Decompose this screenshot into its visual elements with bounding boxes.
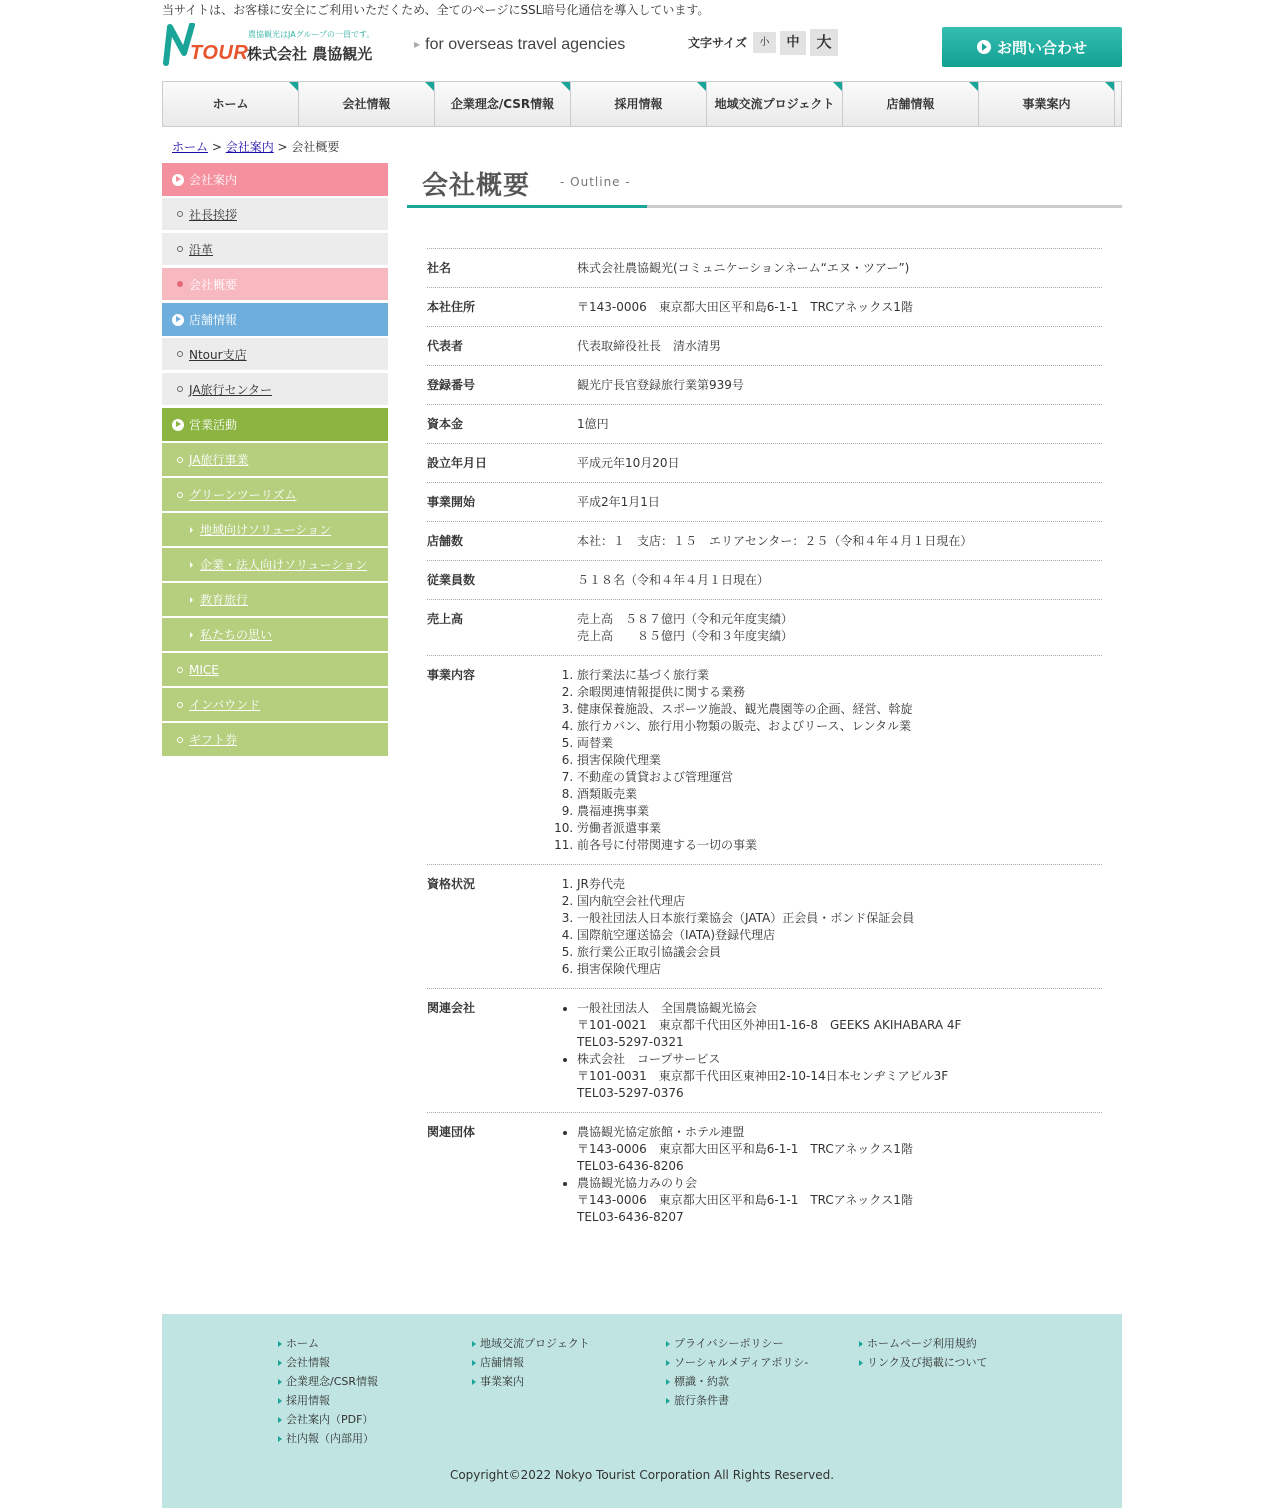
- sidebar-item-our-thoughts[interactable]: [162, 618, 388, 651]
- footer-link-label: ホームページ利用規約: [867, 1337, 977, 1350]
- table-row: [427, 600, 1102, 656]
- footer-link-label: 地域交流プロジェクト: [480, 1337, 590, 1350]
- page-heading: [407, 163, 1122, 208]
- footer-link-label: 社内報（内部用）: [286, 1432, 374, 1445]
- sidebar-item-corporate-solutions[interactable]: [162, 548, 388, 581]
- triangle-right-icon: [472, 1360, 476, 1366]
- table-row: [427, 522, 1102, 561]
- org-address: 〒101-0031 東京都千代田区東神田2-10-14日本センヂミアビル3F: [577, 1069, 949, 1083]
- table-row: [427, 444, 1102, 483]
- sidebar-item-history[interactable]: [162, 233, 388, 266]
- nav-stores[interactable]: 店舗情報: [843, 82, 979, 126]
- org-name: • 一般社団法人 全国農協観光協会: [577, 1001, 758, 1015]
- row-label: 関連団体: [427, 1125, 476, 1139]
- nav-regional-project[interactable]: 地域交流プロジェクト: [707, 82, 843, 126]
- list-item: 2. 国内航空会社代理店: [577, 893, 1102, 910]
- footer-link-label: リンク及び掲載について: [867, 1356, 988, 1369]
- list-item: 5. 両替業: [577, 735, 1102, 752]
- row-label: 事業内容: [427, 668, 476, 682]
- sidebar-item-inbound[interactable]: [162, 688, 388, 721]
- sidebar-item-label: 社長挨拶: [189, 207, 238, 222]
- footer-link-label: 企業理念/CSR情報: [286, 1375, 379, 1388]
- nav-company-info[interactable]: 会社情報: [299, 82, 435, 126]
- footer-column: [666, 1334, 808, 1410]
- list-item: [577, 1051, 1102, 1102]
- org-name: • 農協観光協力みのり会: [577, 1176, 698, 1190]
- arrow-circle-icon: [172, 314, 184, 326]
- list-item: 4. 国際航空運送協会（IATA)登録代理店: [577, 927, 1102, 944]
- list-item: 3. 健康保養施設、スポーツ施設、観光農園等の企画、経営、斡旋: [577, 701, 1102, 718]
- list-item: [577, 1000, 1102, 1051]
- breadcrumb-home-link[interactable]: ホーム: [172, 140, 209, 154]
- bullet-icon: [177, 246, 183, 252]
- font-size-label: 文字サイズ: [688, 36, 748, 50]
- sidebar-item-label: 会社案内: [189, 173, 238, 187]
- footer-link-internal-newsletter[interactable]: [278, 1429, 378, 1448]
- bullet-icon: [177, 211, 183, 217]
- bullet-icon: [177, 667, 183, 673]
- row-label: 従業員数: [427, 573, 476, 587]
- footer-link-site-terms[interactable]: [859, 1334, 988, 1353]
- table-row: [427, 865, 1102, 989]
- copyright: Copyright©2022 Nokyo Tourist Corporation All Rights Reserved.: [449, 1468, 835, 1482]
- triangle-right-icon: [472, 1341, 476, 1347]
- triangle-right-icon: [859, 1341, 863, 1347]
- footer: [162, 1314, 1122, 1508]
- sidebar-item-label: JA旅行センター: [189, 382, 273, 397]
- ssl-notice: 当サイトは、お客様に安全にご利用いただくため、全てのページにSSL暗号化通信を導入しています。: [162, 3, 710, 17]
- sales-line: 売上高 ５８７億円（令和元年度実績）: [577, 612, 794, 626]
- org-address: 〒143-0006 東京都大田区平和島6-1-1 TRCアネックス1階: [577, 1142, 913, 1156]
- sidebar-item-label: ギフト券: [189, 733, 238, 747]
- triangle-right-icon: [666, 1398, 670, 1404]
- table-row: [427, 405, 1102, 444]
- footer-link-label: 会社情報: [286, 1356, 330, 1369]
- nav-recruit[interactable]: 採用情報: [571, 82, 707, 126]
- list-item: 11. 前各号に付帯関連する一切の事業: [577, 837, 1102, 854]
- footer-column: [278, 1334, 378, 1448]
- triangle-right-icon: [278, 1360, 282, 1366]
- footer-link-regional-project[interactable]: [472, 1334, 590, 1353]
- list-item: 5. 旅行業公正取引協議会会員: [577, 944, 1102, 961]
- triangle-right-icon: [190, 562, 193, 568]
- sidebar: [162, 163, 388, 758]
- list-item: 4. 旅行カバン、旅行用小物類の販売、およびリース、レンタル業: [577, 718, 1102, 735]
- table-row: [427, 1113, 1102, 1236]
- org-phone: TEL03-6436-8207: [577, 1210, 684, 1224]
- logo-tour-text: TOUR: [190, 42, 249, 64]
- row-value: [577, 1000, 1102, 1102]
- table-row: [427, 483, 1102, 522]
- row-label: 資格状況: [427, 877, 476, 891]
- footer-link-label: ソーシャルメディアポリシ-: [674, 1356, 809, 1369]
- footer-link-travel-conditions[interactable]: [666, 1391, 808, 1410]
- logo-tagline: 農協観光はJAグループの一員です。: [248, 30, 375, 39]
- breadcrumb-current: 会社概要: [291, 140, 340, 154]
- sidebar-item-stores[interactable]: [162, 303, 388, 336]
- row-value: 平成元年10月20日: [577, 456, 680, 470]
- font-large-button[interactable]: 大: [810, 29, 838, 56]
- logo-company-name: 株式会社 農協観光: [247, 45, 373, 63]
- footer-link-label: 旅行条件書: [674, 1394, 729, 1407]
- bullet-icon: [177, 351, 183, 357]
- row-value: 観光庁長官登録旅行業第939号: [577, 378, 744, 392]
- triangle-right-icon: [278, 1417, 282, 1423]
- sidebar-item-label: Ntour支店: [189, 347, 247, 362]
- bullet-icon: [177, 457, 183, 463]
- table-row: [427, 327, 1102, 366]
- related-companies-list: [577, 1000, 1102, 1102]
- list-item: 6. 損害保険代理店: [577, 961, 1102, 978]
- sidebar-item-label: 営業活動: [189, 418, 238, 432]
- triangle-right-icon: [666, 1379, 670, 1385]
- footer-link-recruit[interactable]: [278, 1391, 378, 1410]
- row-value: 平成2年1月1日: [577, 495, 660, 509]
- heading-accent-bar: [407, 205, 647, 208]
- sidebar-item-label: 店舗情報: [189, 313, 238, 327]
- triangle-right-icon: [190, 527, 193, 533]
- triangle-right-icon: [859, 1360, 863, 1366]
- row-label: 事業開始: [427, 495, 476, 509]
- bullet-icon: [177, 281, 183, 287]
- row-label: 設立年月日: [427, 456, 488, 470]
- footer-link-business[interactable]: [472, 1372, 590, 1391]
- list-item: 9. 農福連携事業: [577, 803, 1102, 820]
- footer-link-company-pdf[interactable]: [278, 1410, 378, 1429]
- nav-home[interactable]: ホーム: [163, 82, 299, 126]
- sidebar-item-ja-travel-business[interactable]: [162, 443, 388, 476]
- sidebar-item-sales-activities[interactable]: [162, 408, 388, 441]
- nav-business[interactable]: 事業案内: [979, 82, 1115, 126]
- footer-link-privacy-policy[interactable]: [666, 1334, 808, 1353]
- footer-link-philosophy-csr[interactable]: [278, 1372, 378, 1391]
- org-address: 〒101-0021 東京都千代田区外神田1-16-8 GEEKS AKIHABARA 4F: [577, 1018, 962, 1032]
- list-item: 1. JR券代売: [577, 876, 1102, 893]
- footer-link-stores[interactable]: [472, 1353, 590, 1372]
- arrow-circle-icon: [172, 174, 184, 186]
- triangle-right-icon: [666, 1341, 670, 1347]
- nav-philosophy-csr[interactable]: 企業理念/CSR情報: [435, 82, 571, 126]
- row-value: [577, 1124, 1102, 1226]
- row-label: 店舗数: [427, 534, 464, 548]
- list-item: [577, 1124, 1102, 1175]
- footer-column: [472, 1334, 590, 1391]
- org-phone: TEL03-5297-0321: [577, 1035, 684, 1049]
- footer-link-label: ホーム: [286, 1337, 319, 1350]
- font-medium-button[interactable]: 中: [780, 31, 806, 55]
- company-outline-table: [427, 248, 1102, 1236]
- overseas-link[interactable]: [414, 36, 625, 54]
- breadcrumb-parent-link[interactable]: 会社案内: [225, 140, 274, 154]
- footer-link-label: 会社案内（PDF）: [286, 1413, 374, 1426]
- bullet-icon: [177, 492, 183, 498]
- sidebar-item-label: グリーンツーリズム: [189, 488, 297, 502]
- sidebar-item-label: MICE: [189, 662, 219, 677]
- row-value: 本社：１ 支店：１５ エリアセンター：２５（令和４年４月１日現在）: [577, 534, 973, 548]
- arrow-circle-icon: [977, 40, 991, 54]
- arrow-circle-icon: [172, 419, 184, 431]
- breadcrumb-separator: >: [273, 140, 292, 154]
- triangle-right-icon: [278, 1379, 282, 1385]
- table-row: [427, 249, 1102, 288]
- org-address: 〒143-0006 東京都大田区平和島6-1-1 TRCアネックス1階: [577, 1193, 913, 1207]
- sidebar-item-company-guide[interactable]: [162, 163, 388, 196]
- triangle-right-icon: ▶: [414, 40, 421, 50]
- sidebar-item-label: 沿革: [189, 242, 214, 257]
- row-value: 株式会社農協観光(コミュニケーションネーム“エヌ・ツアー”): [577, 261, 910, 275]
- sales-line: 売上高 ８５億円（令和３年度実績）: [577, 629, 794, 643]
- sidebar-item-label: 地域向けソリューション: [200, 523, 332, 537]
- footer-link-linking-policy[interactable]: [859, 1353, 988, 1372]
- bullet-icon: [177, 702, 183, 708]
- row-value: [577, 611, 1102, 645]
- footer-link-label: 標識・約款: [674, 1375, 729, 1388]
- org-name: • 株式会社 コープサービス: [577, 1052, 721, 1066]
- overseas-link-label: for overseas travel agencies: [425, 36, 626, 53]
- triangle-right-icon: [190, 632, 193, 638]
- sidebar-item-regional-solutions[interactable]: [162, 513, 388, 546]
- list-item: 8. 酒類販売業: [577, 786, 1102, 803]
- sidebar-item-label: JA旅行事業: [189, 453, 249, 467]
- list-item: 7. 不動産の賃貸および管理運営: [577, 769, 1102, 786]
- row-label: 登録番号: [427, 378, 476, 392]
- row-label: 資本金: [427, 417, 464, 431]
- font-size-switcher: [688, 29, 842, 56]
- row-label: 社名: [427, 261, 452, 275]
- sidebar-item-label: 教育旅行: [200, 593, 249, 607]
- table-row: [427, 656, 1102, 865]
- row-value: 1億円: [577, 417, 609, 431]
- triangle-right-icon: [278, 1398, 282, 1404]
- triangle-right-icon: [190, 597, 193, 603]
- row-label: 売上高: [427, 612, 464, 626]
- footer-link-terms-signs[interactable]: [666, 1372, 808, 1391]
- table-row: [427, 366, 1102, 405]
- footer-link-label: プライバシーポリシー: [674, 1337, 784, 1350]
- sidebar-item-label: 企業・法人向けソリューション: [200, 558, 368, 572]
- business-list: [577, 667, 1102, 854]
- contact-button-label: お問い合わせ: [996, 38, 1087, 57]
- page-title: 会社概要: [422, 171, 531, 201]
- row-value: [577, 876, 1102, 978]
- triangle-right-icon: [278, 1341, 282, 1347]
- footer-link-company-info[interactable]: [278, 1353, 378, 1372]
- breadcrumb-separator: >: [208, 140, 226, 154]
- footer-link-label: 事業案内: [480, 1375, 524, 1388]
- sidebar-item-label: 私たちの思い: [200, 628, 273, 642]
- related-orgs-list: [577, 1124, 1102, 1226]
- global-nav: [162, 81, 1122, 127]
- sidebar-item-educational-travel[interactable]: [162, 583, 388, 616]
- sidebar-item-ja-travel-center[interactable]: [162, 373, 388, 406]
- contact-button[interactable]: [942, 27, 1122, 67]
- bullet-icon: [177, 386, 183, 392]
- list-item: 10. 労働者派遣事業: [577, 820, 1102, 837]
- sidebar-item-label: インバウンド: [189, 698, 261, 712]
- row-value: 〒143-0006 東京都大田区平和島6-1-1 TRCアネックス1階: [577, 300, 913, 314]
- sidebar-item-ntour-branch[interactable]: [162, 338, 388, 371]
- org-name: • 農協観光協定旅館・ホテル連盟: [577, 1125, 745, 1139]
- page-subtitle: - Outline -: [560, 175, 631, 189]
- org-phone: TEL03-6436-8206: [577, 1159, 684, 1173]
- sidebar-item-mice[interactable]: [162, 653, 388, 686]
- font-small-button[interactable]: 小: [753, 32, 776, 53]
- breadcrumb: [172, 138, 339, 155]
- sidebar-item-gift-certificate[interactable]: [162, 723, 388, 756]
- bullet-icon: [177, 737, 183, 743]
- triangle-right-icon: [666, 1360, 670, 1366]
- sidebar-item-greeting[interactable]: [162, 198, 388, 231]
- sidebar-item-outline[interactable]: [162, 268, 388, 301]
- table-row: [427, 561, 1102, 600]
- footer-link-label: 採用情報: [286, 1394, 330, 1407]
- footer-link-social-media-policy[interactable]: [666, 1353, 808, 1372]
- logo[interactable]: [162, 23, 382, 69]
- org-phone: TEL03-5297-0376: [577, 1086, 684, 1100]
- table-row: [427, 989, 1102, 1113]
- footer-link-label: 店舗情報: [480, 1356, 524, 1369]
- footer-column: [859, 1334, 988, 1372]
- row-label: 本社住所: [427, 300, 476, 314]
- table-row: [427, 288, 1102, 327]
- row-value: 代表取締役社長 清水清男: [577, 339, 722, 353]
- sidebar-item-label: 会社概要: [189, 277, 238, 292]
- triangle-right-icon: [472, 1379, 476, 1385]
- list-item: 2. 余暇関連情報提供に関する業務: [577, 684, 1102, 701]
- row-value: [577, 667, 1102, 854]
- list-item: 3. 一般社団法人日本旅行業協会（JATA）正会員・ボンド保証会員: [577, 910, 1102, 927]
- list-item: 6. 損害保険代理業: [577, 752, 1102, 769]
- row-label: 関連会社: [427, 1001, 476, 1015]
- triangle-right-icon: [278, 1436, 282, 1442]
- row-label: 代表者: [427, 339, 464, 353]
- list-item: 1. 旅行業法に基づく旅行業: [577, 667, 1102, 684]
- sidebar-item-green-tourism[interactable]: [162, 478, 388, 511]
- row-value: ５１８名（令和４年４月１日現在）: [577, 573, 770, 587]
- list-item: [577, 1175, 1102, 1226]
- qualifications-list: [577, 876, 1102, 978]
- footer-link-home[interactable]: [278, 1334, 378, 1353]
